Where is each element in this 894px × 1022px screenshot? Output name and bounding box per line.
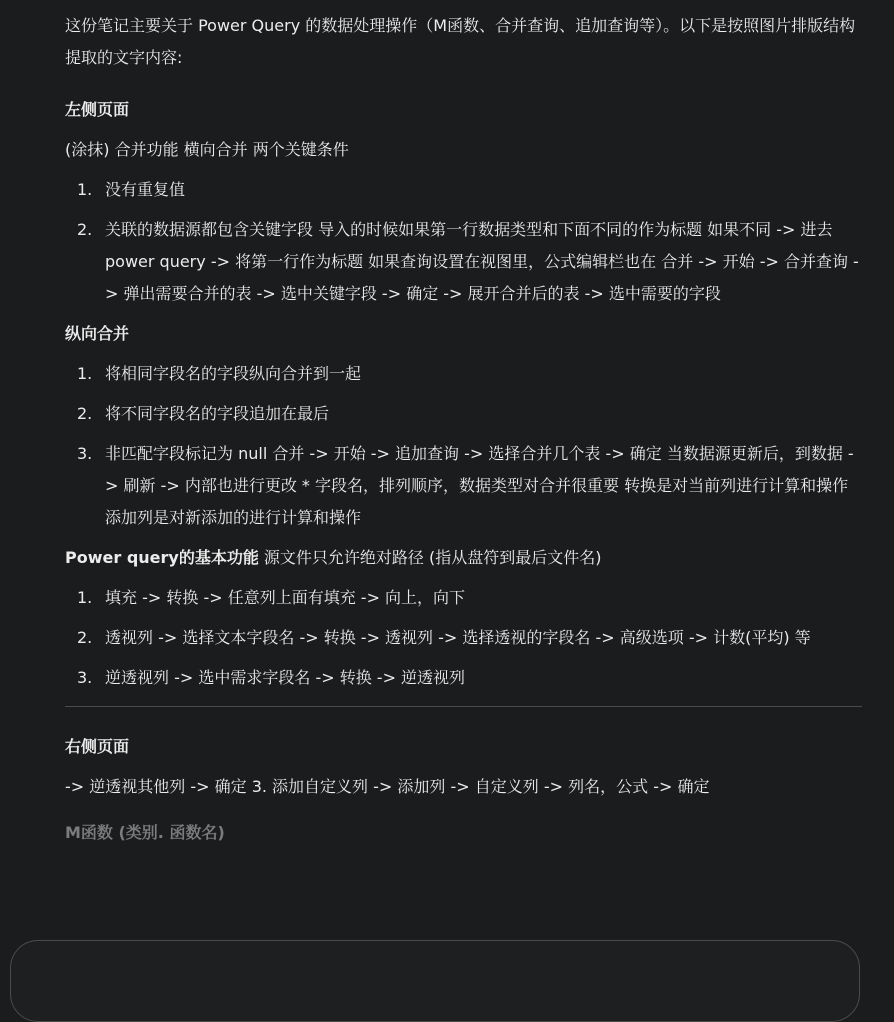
list-item-text: 逆透视列 -> 选中需求字段名 -> 转换 -> 逆透视列 [105,668,466,687]
list-item-text: 非匹配字段标记为 null 合并 -> 开始 -> 追加查询 -> 选择合并几个表 -> 确定 当数据源更新后，到数据 -> 刷新 -> 内部也进行更改 * 字段名，排列顺序，数据类型对合并很重要 转换是对当前列进行计算和操作 添加列是对新添加的进行计算和操作 [105,444,854,527]
list-number: 2. [77,220,93,239]
intro-paragraph: 这份笔记主要关于 Power Query 的数据处理操作（M函数、合并查询、追加查询等）。以下是按照图片排版结构提取的文字内容: [65,16,856,67]
message-composer[interactable] [10,940,860,1022]
list-item [77,214,862,310]
vertical-merge-heading: 纵向合并 [65,324,130,343]
list-item-text: 填充 -> 转换 -> 任意列上面有填充 -> 向上，向下 [105,588,466,607]
list-number: 2. [77,628,93,647]
list-item-text: 关联的数据源都包含关键字段 导入的时候如果第一行数据类型和下面不同的作为标题 如果不同 -> 进去 power query -> 将第一行作为标题 如果查询设置在视图里，公式编辑栏也在 合并 -> 开始 -> 合并查询 -> 弹出需要合并的表 -> 选中关键字段 -> 确定 -> 展开合并后的表 -> 选中需要的字段 [105,220,859,303]
power-query-heading [65,542,862,574]
list-number: 3. [77,444,93,463]
list-item [77,662,862,694]
list-item-text: 将不同字段名的字段追加在最后 [105,404,330,423]
horizontal-merge-lead: (涂抹) 合并功能 横向合并 两个关键条件 [65,140,349,159]
vertical-merge-list [65,358,862,534]
right-page-heading: 右侧页面 [65,737,130,756]
list-item-text: 透视列 -> 选择文本字段名 -> 转换 -> 透视列 -> 选择透视的字段名 -> 高级选项 -> 计数(平均) 等 [105,628,811,647]
list-number: 1. [77,588,93,607]
power-query-heading-bold: Power query的基本功能 [65,548,259,567]
right-page-line: -> 逆透视其他列 -> 确定 3. 添加自定义列 -> 添加列 -> 自定义列 -> 列名，公式 -> 确定 [65,777,710,796]
list-item [77,358,862,390]
list-item [77,174,862,206]
list-item-text: 没有重复值 [105,180,186,199]
list-item [77,438,862,534]
power-query-list [65,582,862,694]
m-function-heading: M函数 (类别. 函数名) [65,823,225,842]
horizontal-merge-list [65,174,862,310]
message-content [65,10,862,849]
power-query-heading-rest: 源文件只允许绝对路径 (指从盘符到最后文件名) [258,548,602,567]
list-number: 2. [77,404,93,423]
list-number: 1. [77,364,93,383]
left-page-heading: 左侧页面 [65,100,130,119]
list-item-text: 将相同字段名的字段纵向合并到一起 [105,364,362,383]
section-divider [65,706,862,707]
list-item [77,622,862,654]
list-item [77,398,862,430]
list-item [77,582,862,614]
list-number: 3. [77,668,93,687]
list-number: 1. [77,180,93,199]
